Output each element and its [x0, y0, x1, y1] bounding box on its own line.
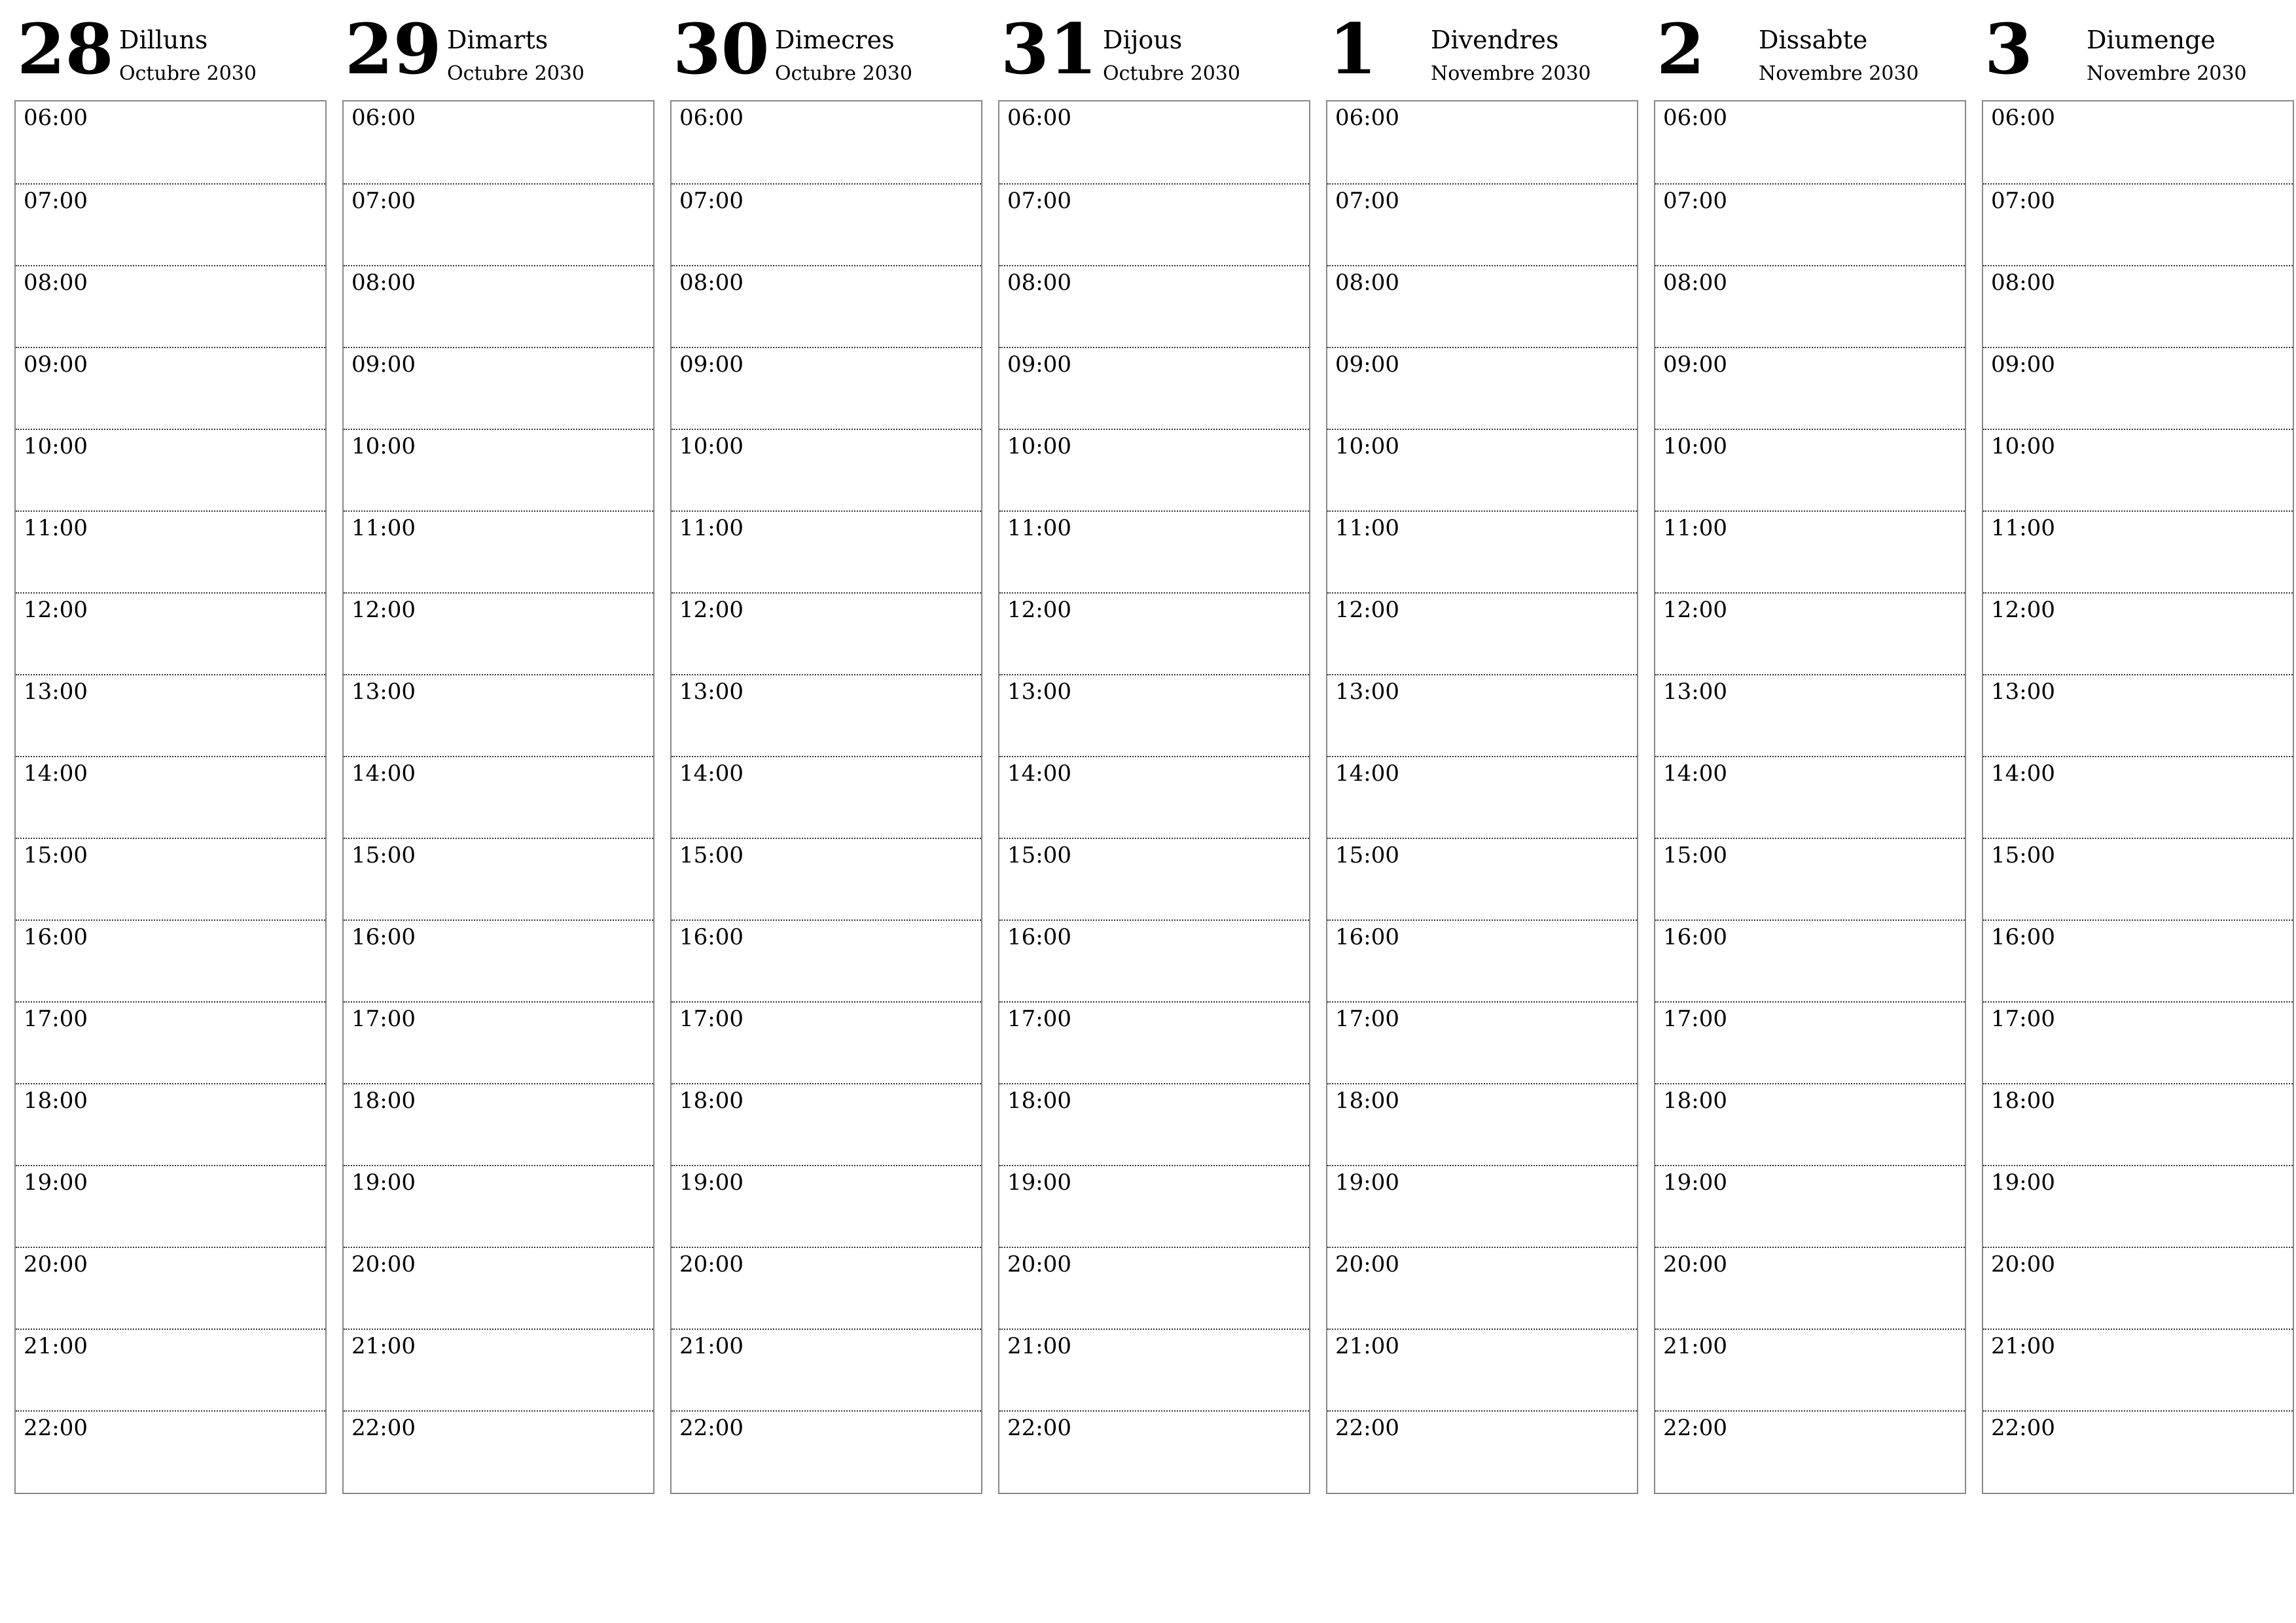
day-month: Octubre 2030: [447, 62, 584, 85]
time-slot: [1655, 183, 1965, 265]
time-label: 07:00: [24, 188, 88, 214]
time-label: 14:00: [24, 760, 88, 787]
time-slot: [1327, 347, 1637, 429]
time-label: 22:00: [1663, 1415, 1727, 1441]
day-number: 2: [1657, 8, 1705, 90]
day-name: Dilluns: [119, 26, 208, 54]
time-slot: [1327, 1247, 1637, 1329]
time-label: 06:00: [1663, 105, 1727, 131]
time-label: 19:00: [351, 1169, 416, 1196]
time-label: 10:00: [1991, 433, 2055, 459]
time-slot: [999, 838, 1309, 919]
time-slot: [999, 183, 1309, 265]
time-slot: [1983, 592, 2293, 674]
time-slot: [344, 429, 653, 510]
time-slot: [1327, 429, 1637, 510]
time-label: 19:00: [24, 1169, 88, 1196]
time-slot: [1655, 265, 1965, 347]
time-slot: [344, 674, 653, 756]
time-slot: [1655, 1165, 1965, 1247]
time-label: 08:00: [1335, 270, 1399, 296]
time-label: 11:00: [1007, 515, 1071, 541]
time-label: 20:00: [24, 1251, 88, 1277]
time-label: 06:00: [351, 105, 416, 131]
time-slot: [1327, 510, 1637, 592]
time-label: 17:00: [24, 1006, 88, 1032]
time-slot: [1327, 183, 1637, 265]
time-slot: [344, 101, 653, 183]
time-slot: [344, 1247, 653, 1329]
time-slot: [1655, 756, 1965, 838]
day-header: [670, 0, 982, 100]
day-name: Divendres: [1431, 26, 1559, 54]
time-label: 21:00: [351, 1333, 416, 1359]
time-label: 12:00: [24, 597, 88, 623]
time-label: 06:00: [24, 105, 88, 131]
time-label: 08:00: [1663, 270, 1727, 296]
day-schedule-box: [998, 100, 1310, 1494]
day-name: Diumenge: [2087, 26, 2215, 54]
day-month: Novembre 2030: [1431, 62, 1591, 85]
time-label: 17:00: [1663, 1006, 1727, 1032]
day-column: [1982, 0, 2294, 1505]
time-label: 16:00: [351, 924, 416, 950]
time-slot: [672, 674, 981, 756]
time-slot: [672, 1001, 981, 1083]
day-column: [342, 0, 655, 1505]
time-slot: [344, 1329, 653, 1410]
time-slot: [672, 183, 981, 265]
time-slot: [1983, 919, 2293, 1001]
day-header: [1326, 0, 1638, 100]
day-name: Dimarts: [447, 26, 548, 54]
time-slot: [344, 1001, 653, 1083]
time-label: 12:00: [1663, 597, 1727, 623]
time-slot: [672, 756, 981, 838]
time-label: 20:00: [1663, 1251, 1727, 1277]
time-slot: [1983, 265, 2293, 347]
day-number: 1: [1329, 8, 1377, 90]
time-label: 10:00: [24, 433, 88, 459]
time-slot: [999, 429, 1309, 510]
time-label: 20:00: [679, 1251, 744, 1277]
time-slot: [1655, 1410, 1965, 1492]
time-slot: [1983, 429, 2293, 510]
time-label: 21:00: [24, 1333, 88, 1359]
time-slot: [999, 1001, 1309, 1083]
time-label: 14:00: [1335, 760, 1399, 787]
day-header: [14, 0, 327, 100]
time-slot: [999, 756, 1309, 838]
time-label: 10:00: [1335, 433, 1399, 459]
time-label: 16:00: [1663, 924, 1727, 950]
time-label: 17:00: [1007, 1006, 1071, 1032]
time-slot: [16, 1329, 325, 1410]
time-slot: [16, 510, 325, 592]
time-label: 15:00: [1991, 842, 2055, 868]
time-label: 07:00: [1335, 188, 1399, 214]
time-slot: [1983, 510, 2293, 592]
day-header: [998, 0, 1310, 100]
time-label: 16:00: [1335, 924, 1399, 950]
time-label: 12:00: [1335, 597, 1399, 623]
time-label: 17:00: [1991, 1006, 2055, 1032]
time-label: 10:00: [1663, 433, 1727, 459]
time-slot: [999, 101, 1309, 183]
time-label: 09:00: [1663, 351, 1727, 378]
time-label: 14:00: [1991, 760, 2055, 787]
time-slot: [344, 1165, 653, 1247]
time-slot: [672, 1083, 981, 1165]
time-label: 14:00: [351, 760, 416, 787]
time-label: 13:00: [1663, 679, 1727, 705]
time-slot: [16, 919, 325, 1001]
time-label: 07:00: [1991, 188, 2055, 214]
day-name: Dimecres: [775, 26, 895, 54]
day-schedule-box: [14, 100, 327, 1494]
time-slot: [16, 756, 325, 838]
time-label: 10:00: [1007, 433, 1071, 459]
time-slot: [1655, 919, 1965, 1001]
time-label: 21:00: [1335, 1333, 1399, 1359]
time-slot: [999, 1247, 1309, 1329]
time-label: 15:00: [1007, 842, 1071, 868]
time-label: 21:00: [1007, 1333, 1071, 1359]
time-label: 13:00: [1335, 679, 1399, 705]
time-slot: [672, 1329, 981, 1410]
time-slot: [344, 838, 653, 919]
time-label: 10:00: [351, 433, 416, 459]
day-schedule-box: [1982, 100, 2294, 1494]
time-label: 21:00: [1991, 1333, 2055, 1359]
day-header: [1654, 0, 1966, 100]
time-slot: [16, 1165, 325, 1247]
time-label: 19:00: [1991, 1169, 2055, 1196]
time-label: 17:00: [1335, 1006, 1399, 1032]
time-label: 22:00: [24, 1415, 88, 1441]
time-slot: [1983, 347, 2293, 429]
time-label: 08:00: [679, 270, 744, 296]
day-column: [1326, 0, 1638, 1505]
day-schedule-box: [1326, 100, 1638, 1494]
time-label: 12:00: [351, 597, 416, 623]
time-slot: [16, 1247, 325, 1329]
time-slot: [16, 101, 325, 183]
time-label: 13:00: [24, 679, 88, 705]
time-label: 14:00: [1007, 760, 1071, 787]
time-label: 18:00: [679, 1088, 744, 1114]
day-column: [1654, 0, 1966, 1505]
time-label: 19:00: [679, 1169, 744, 1196]
day-schedule-box: [670, 100, 982, 1494]
day-number: 31: [1001, 8, 1098, 90]
time-label: 19:00: [1007, 1169, 1071, 1196]
time-label: 22:00: [1991, 1415, 2055, 1441]
time-slot: [1327, 101, 1637, 183]
time-slot: [999, 919, 1309, 1001]
time-slot: [1327, 674, 1637, 756]
time-label: 08:00: [1007, 270, 1071, 296]
time-label: 16:00: [24, 924, 88, 950]
time-label: 20:00: [1007, 1251, 1071, 1277]
time-slot: [1327, 265, 1637, 347]
day-column: [670, 0, 982, 1505]
time-slot: [1655, 1001, 1965, 1083]
time-slot: [672, 592, 981, 674]
time-label: 11:00: [1663, 515, 1727, 541]
time-label: 18:00: [1007, 1088, 1071, 1114]
time-label: 17:00: [351, 1006, 416, 1032]
time-slot: [16, 1001, 325, 1083]
time-slot: [16, 183, 325, 265]
time-label: 15:00: [1663, 842, 1727, 868]
time-label: 06:00: [1335, 105, 1399, 131]
day-month: Octubre 2030: [1103, 62, 1240, 85]
time-slot: [1983, 1165, 2293, 1247]
time-label: 22:00: [679, 1415, 744, 1441]
time-slot: [672, 101, 981, 183]
time-label: 22:00: [1335, 1415, 1399, 1441]
time-label: 18:00: [24, 1088, 88, 1114]
time-slot: [1327, 1165, 1637, 1247]
time-slot: [1983, 1247, 2293, 1329]
day-name: Dissabte: [1759, 26, 1868, 54]
time-slot: [672, 1165, 981, 1247]
time-slot: [344, 510, 653, 592]
time-label: 17:00: [679, 1006, 744, 1032]
day-number: 3: [1984, 8, 2033, 90]
time-slot: [16, 265, 325, 347]
time-slot: [1983, 1001, 2293, 1083]
time-slot: [999, 592, 1309, 674]
time-label: 18:00: [1335, 1088, 1399, 1114]
day-schedule-box: [342, 100, 655, 1494]
time-slot: [999, 1410, 1309, 1492]
time-slot: [1327, 1083, 1637, 1165]
time-label: 18:00: [351, 1088, 416, 1114]
time-label: 09:00: [1335, 351, 1399, 378]
time-slot: [16, 838, 325, 919]
time-slot: [999, 265, 1309, 347]
day-header: [1982, 0, 2294, 100]
time-label: 09:00: [1007, 351, 1071, 378]
time-slot: [1327, 1410, 1637, 1492]
time-slot: [1655, 429, 1965, 510]
time-label: 11:00: [1335, 515, 1399, 541]
time-slot: [344, 183, 653, 265]
time-slot: [1983, 183, 2293, 265]
time-slot: [1327, 1329, 1637, 1410]
time-label: 08:00: [24, 270, 88, 296]
time-slot: [672, 510, 981, 592]
time-slot: [344, 1083, 653, 1165]
time-slot: [1983, 838, 2293, 919]
time-slot: [672, 838, 981, 919]
time-slot: [1327, 919, 1637, 1001]
time-label: 06:00: [679, 105, 744, 131]
time-slot: [1983, 1329, 2293, 1410]
time-slot: [1655, 674, 1965, 756]
time-label: 20:00: [1335, 1251, 1399, 1277]
time-label: 11:00: [351, 515, 416, 541]
day-number: 28: [17, 8, 114, 90]
time-slot: [672, 347, 981, 429]
time-slot: [1655, 1247, 1965, 1329]
time-slot: [1655, 347, 1965, 429]
time-slot: [344, 919, 653, 1001]
time-slot: [1655, 101, 1965, 183]
weekly-planner: [14, 0, 2283, 1505]
time-label: 07:00: [1663, 188, 1727, 214]
time-label: 06:00: [1991, 105, 2055, 131]
time-slot: [999, 347, 1309, 429]
time-label: 12:00: [1991, 597, 2055, 623]
time-label: 15:00: [24, 842, 88, 868]
time-slot: [672, 1247, 981, 1329]
time-slot: [999, 1083, 1309, 1165]
time-label: 07:00: [351, 188, 416, 214]
time-slot: [999, 674, 1309, 756]
time-label: 07:00: [1007, 188, 1071, 214]
time-slot: [344, 1410, 653, 1492]
time-slot: [999, 510, 1309, 592]
time-label: 07:00: [679, 188, 744, 214]
time-slot: [16, 347, 325, 429]
time-slot: [1983, 1410, 2293, 1492]
time-slot: [999, 1329, 1309, 1410]
time-label: 11:00: [1991, 515, 2055, 541]
time-slot: [344, 347, 653, 429]
time-label: 11:00: [24, 515, 88, 541]
day-month: Octubre 2030: [775, 62, 912, 85]
time-slot: [1983, 756, 2293, 838]
time-label: 20:00: [1991, 1251, 2055, 1277]
time-label: 13:00: [351, 679, 416, 705]
time-label: 16:00: [679, 924, 744, 950]
time-label: 16:00: [1991, 924, 2055, 950]
time-slot: [1327, 756, 1637, 838]
time-slot: [672, 919, 981, 1001]
day-column: [998, 0, 1310, 1505]
time-label: 19:00: [1663, 1169, 1727, 1196]
time-slot: [1655, 592, 1965, 674]
time-slot: [1655, 1329, 1965, 1410]
time-label: 15:00: [351, 842, 416, 868]
time-label: 13:00: [1007, 679, 1071, 705]
time-label: 12:00: [1007, 597, 1071, 623]
time-slot: [1327, 838, 1637, 919]
time-label: 19:00: [1335, 1169, 1399, 1196]
time-slot: [1327, 1001, 1637, 1083]
time-slot: [999, 1165, 1309, 1247]
time-label: 08:00: [1991, 270, 2055, 296]
time-slot: [672, 265, 981, 347]
time-slot: [344, 756, 653, 838]
day-month: Octubre 2030: [119, 62, 257, 85]
time-label: 20:00: [351, 1251, 416, 1277]
day-header: [342, 0, 655, 100]
day-schedule-box: [1654, 100, 1966, 1494]
time-slot: [1983, 674, 2293, 756]
time-label: 13:00: [679, 679, 744, 705]
time-label: 22:00: [1007, 1415, 1071, 1441]
time-label: 10:00: [679, 433, 744, 459]
time-label: 14:00: [1663, 760, 1727, 787]
day-number: 29: [345, 8, 442, 90]
time-label: 15:00: [1335, 842, 1399, 868]
time-label: 09:00: [351, 351, 416, 378]
time-slot: [16, 1410, 325, 1492]
day-number: 30: [673, 8, 770, 90]
day-month: Novembre 2030: [2087, 62, 2247, 85]
time-label: 14:00: [679, 760, 744, 787]
time-slot: [16, 674, 325, 756]
time-slot: [16, 1083, 325, 1165]
time-label: 12:00: [679, 597, 744, 623]
day-month: Novembre 2030: [1759, 62, 1919, 85]
time-slot: [1655, 838, 1965, 919]
time-label: 08:00: [351, 270, 416, 296]
time-slot: [1655, 510, 1965, 592]
time-label: 06:00: [1007, 105, 1071, 131]
time-label: 09:00: [24, 351, 88, 378]
time-label: 09:00: [1991, 351, 2055, 378]
time-label: 18:00: [1991, 1088, 2055, 1114]
time-label: 15:00: [679, 842, 744, 868]
time-slot: [16, 592, 325, 674]
time-label: 11:00: [679, 515, 744, 541]
time-label: 18:00: [1663, 1088, 1727, 1114]
time-slot: [16, 429, 325, 510]
day-column: [14, 0, 327, 1505]
time-label: 13:00: [1991, 679, 2055, 705]
time-label: 09:00: [679, 351, 744, 378]
time-label: 21:00: [679, 1333, 744, 1359]
time-slot: [344, 592, 653, 674]
time-slot: [672, 1410, 981, 1492]
time-slot: [1655, 1083, 1965, 1165]
time-slot: [1327, 592, 1637, 674]
time-slot: [1983, 101, 2293, 183]
time-label: 21:00: [1663, 1333, 1727, 1359]
day-name: Dijous: [1103, 26, 1183, 54]
time-slot: [344, 265, 653, 347]
time-slot: [672, 429, 981, 510]
time-label: 22:00: [351, 1415, 416, 1441]
time-label: 16:00: [1007, 924, 1071, 950]
time-slot: [1983, 1083, 2293, 1165]
